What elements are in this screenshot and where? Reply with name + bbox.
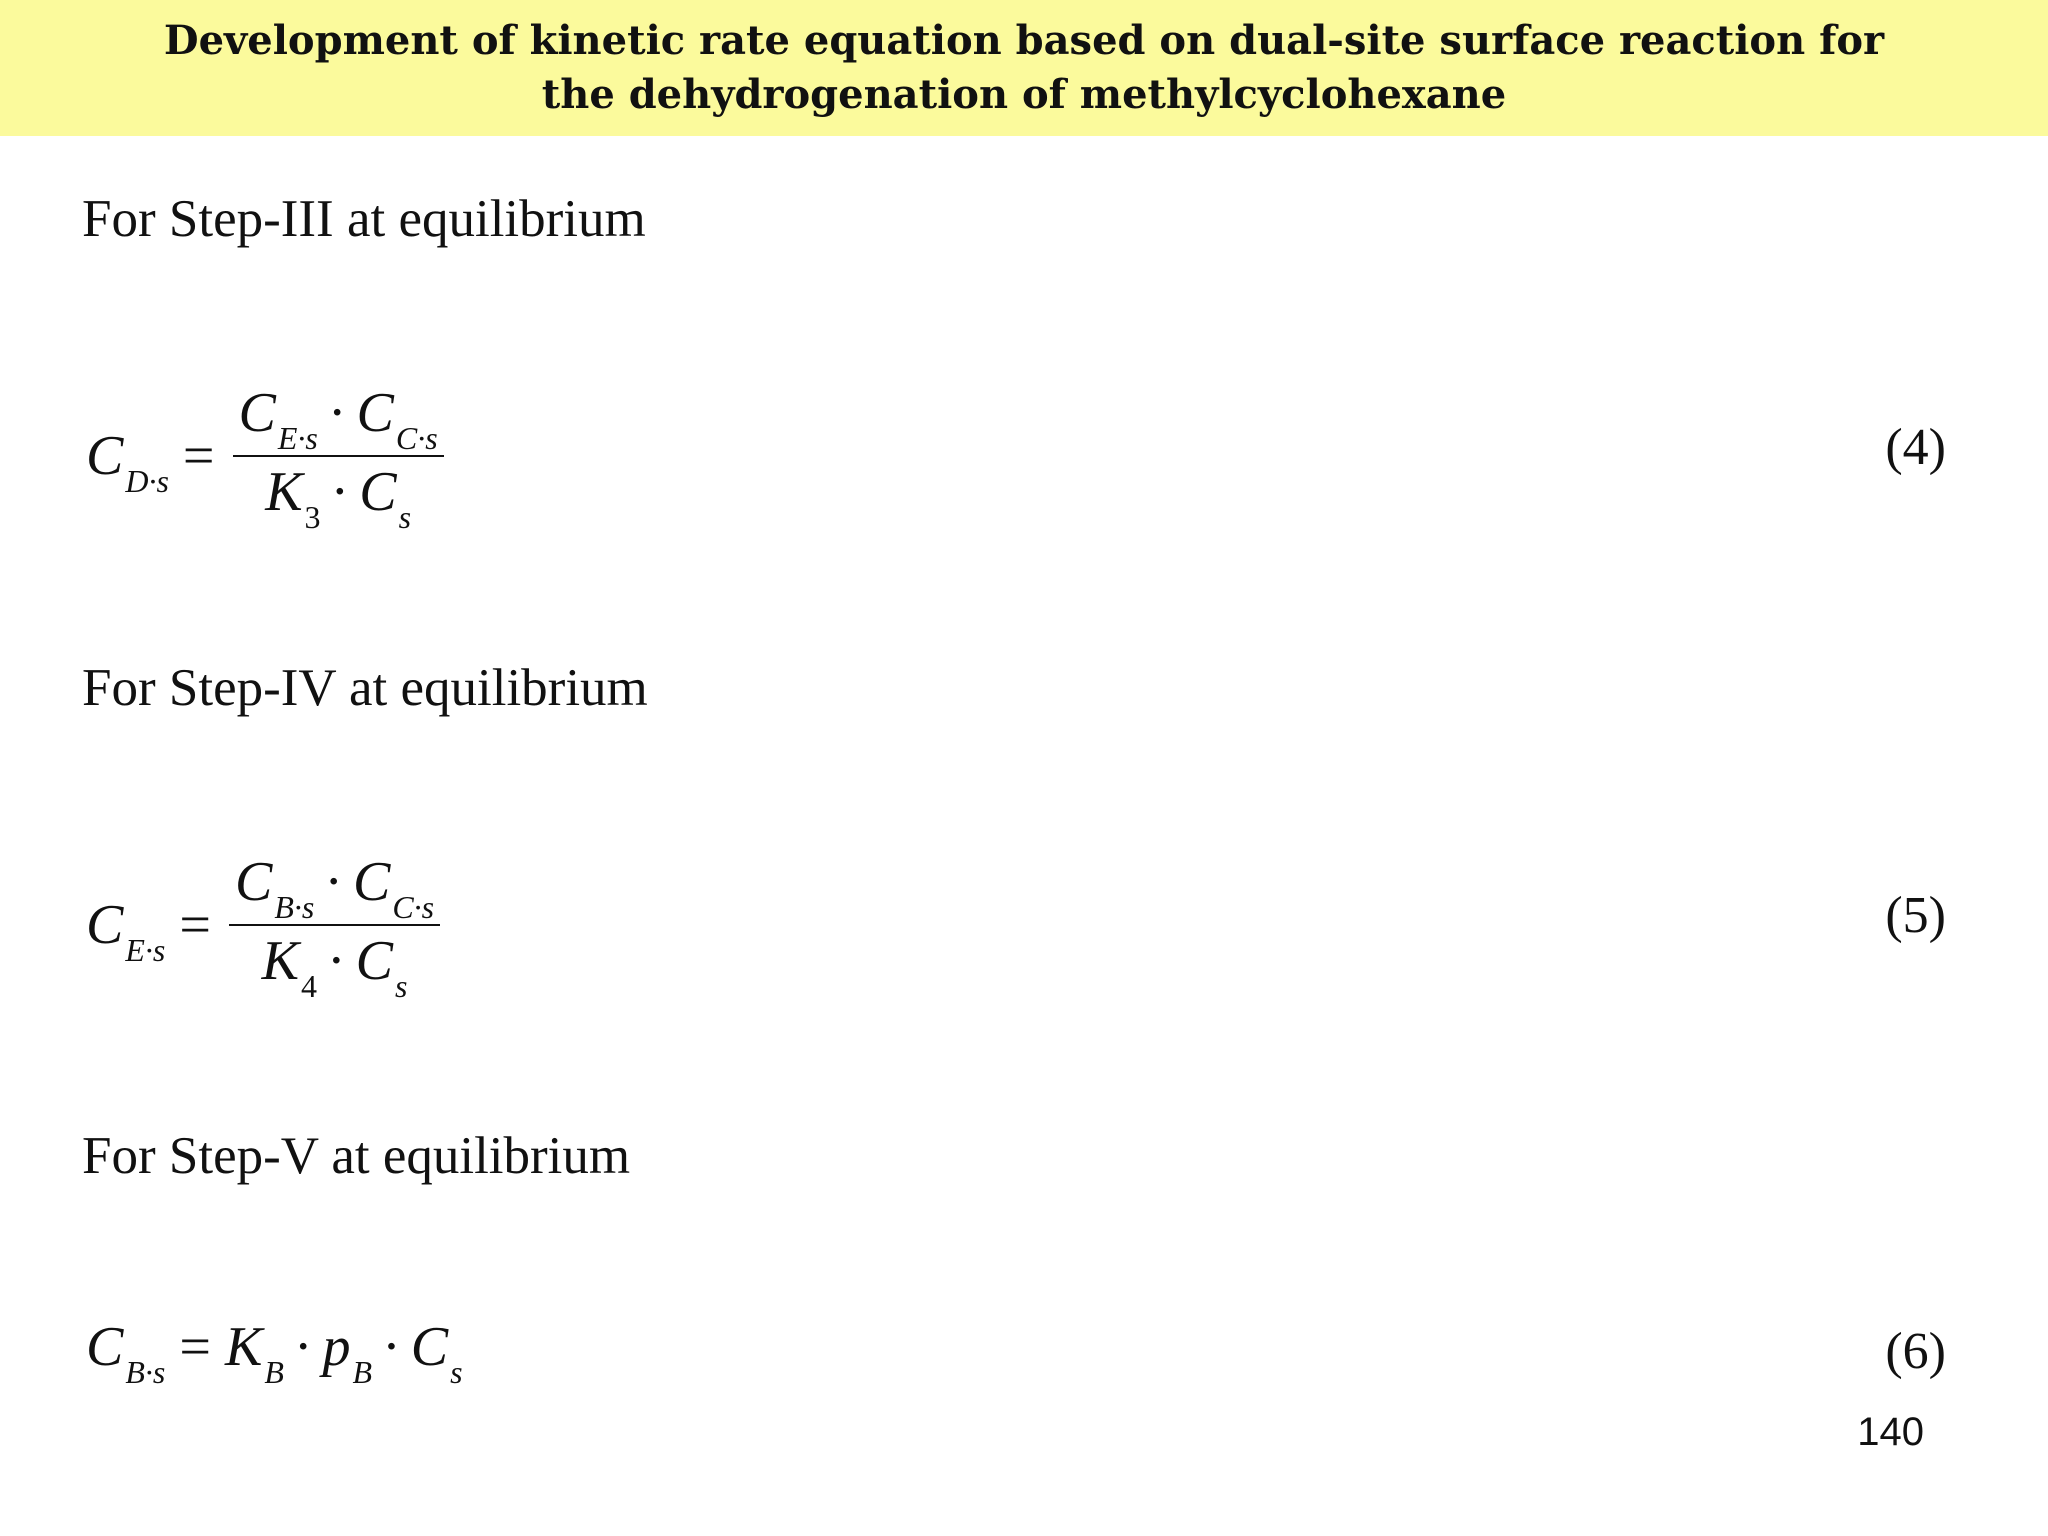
step-iv-heading: For Step-IV at equilibrium [82, 659, 648, 717]
equation-5 [86, 847, 440, 1003]
rhs-term-2: $p_B$ [322, 1316, 373, 1390]
numerator: $C_{E\cdot s} \cdot C_{C\cdot s}$ [233, 378, 444, 457]
slide-title-line-1: Development of kinetic rate equation based on dual-site surface reaction for [163, 17, 1885, 64]
lhs-symbol: $C_{D\cdot s}$ [86, 425, 169, 499]
dot-operator: · [293, 1316, 313, 1378]
denominator: $K_4 \cdot C_s$ [261, 930, 408, 1004]
rhs-term-1: $K_B$ [224, 1316, 284, 1390]
equals-sign: = [179, 1316, 211, 1378]
rhs-term-3: $C_s$ [410, 1316, 463, 1390]
step-iii-heading: For Step-III at equilibrium [82, 190, 646, 248]
equation-number-5: (5) [1885, 887, 1946, 944]
equation-number-4: (4) [1885, 419, 1946, 476]
slide-title-line-2: the dehydrogenation of methylcyclohexane [541, 71, 1507, 118]
fraction [229, 847, 440, 1003]
equation-6 [86, 1315, 463, 1390]
fraction [233, 378, 444, 534]
dot-operator: · [382, 1316, 401, 1378]
step-v-heading: For Step-V at equilibrium [82, 1127, 631, 1185]
slide-title-banner [0, 0, 2048, 136]
equation-4 [86, 378, 444, 534]
equation-number-6: (6) [1885, 1323, 1946, 1380]
page-number: 140 [1857, 1410, 1924, 1454]
lhs-symbol: $C_{E\cdot s}$ [86, 894, 166, 968]
equals-sign: = [182, 425, 215, 487]
lhs-symbol: $C_{B\cdot s}$ [86, 1316, 166, 1390]
denominator: $K_3 \cdot C_s$ [265, 461, 412, 535]
numerator: $C_{B\cdot s} \cdot C_{C\cdot s}$ [229, 847, 440, 926]
equals-sign: = [179, 894, 211, 956]
